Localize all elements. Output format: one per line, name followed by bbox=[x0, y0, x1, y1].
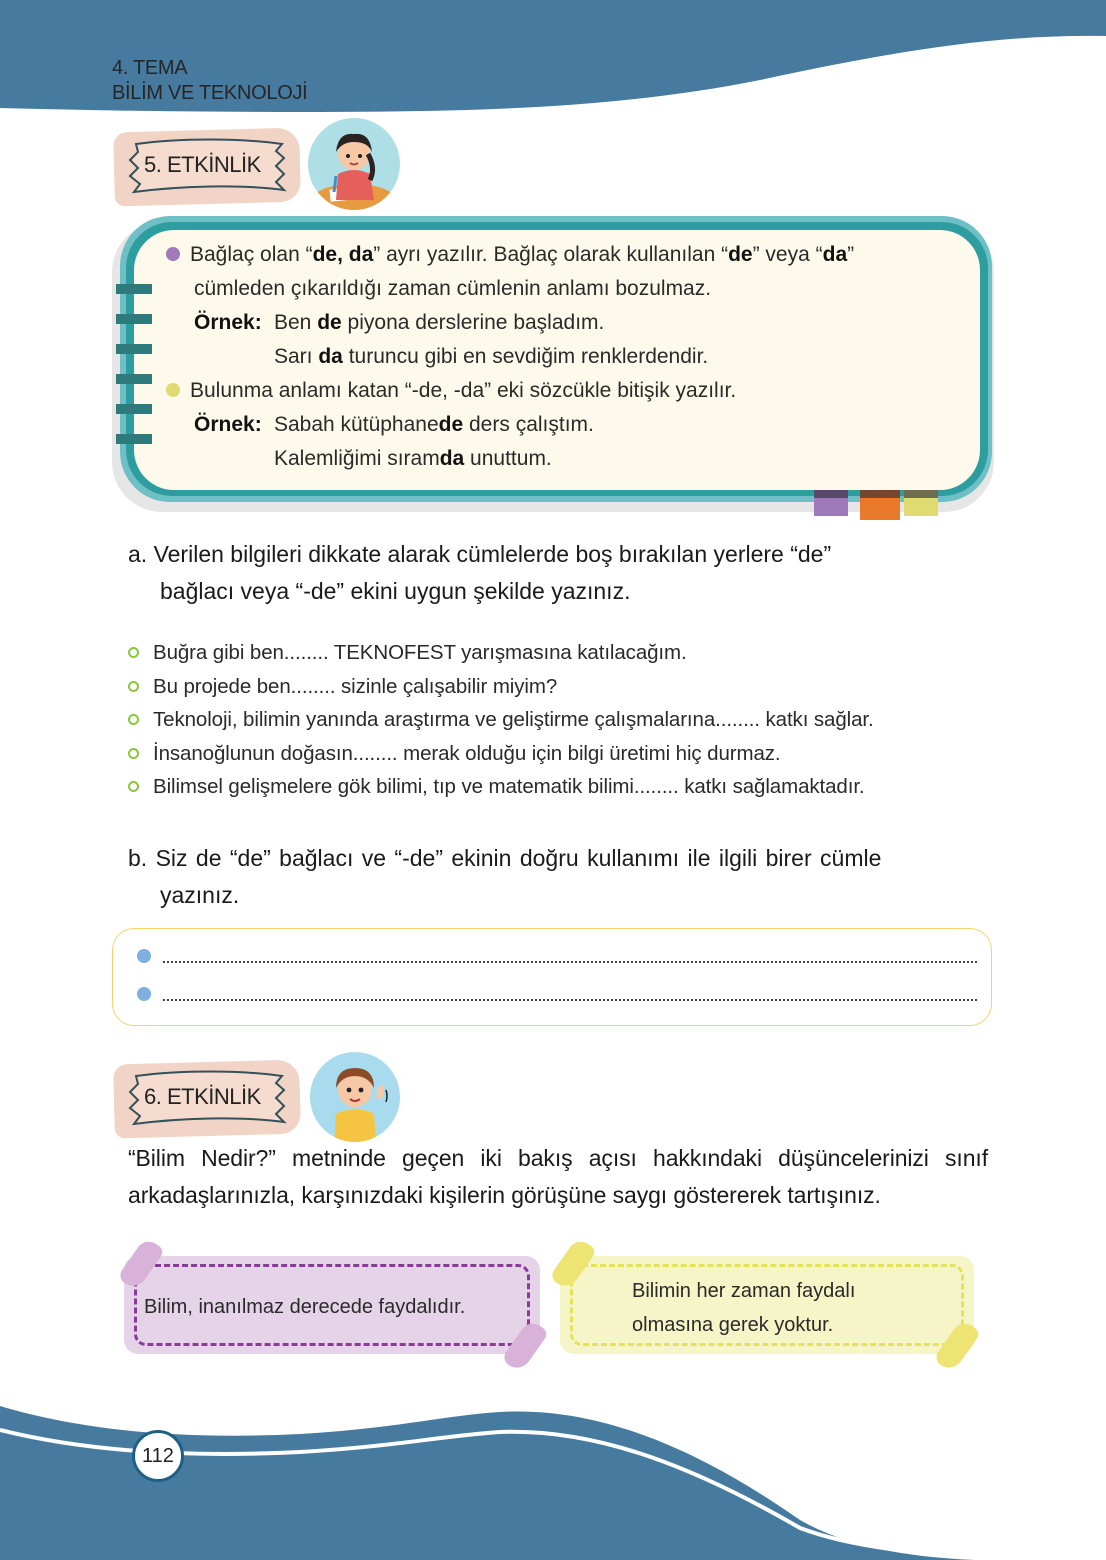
spiral-ring bbox=[116, 284, 152, 294]
spiral-ring bbox=[116, 314, 152, 324]
activity-5-badge bbox=[114, 130, 300, 204]
page-number: 112 bbox=[132, 1430, 184, 1482]
answer-line-2[interactable] bbox=[137, 991, 977, 1005]
purple-tab bbox=[814, 490, 848, 516]
question-b: b. Siz de “de” bağlacı ve “-de” ekinin doğru kullanımı ile ilgili birer cümle yazınız. bbox=[128, 845, 882, 908]
orange-tab bbox=[860, 490, 900, 520]
spiral-ring bbox=[116, 374, 152, 384]
girl-writing-icon bbox=[308, 118, 400, 210]
example-1a: Örnek: Ben de piyona derslerine başladım. bbox=[194, 311, 605, 334]
example-1b: Sarı da turuncu gibi en sevdiğim renklerdendir. bbox=[274, 345, 709, 368]
answer-box bbox=[112, 928, 992, 1026]
theme-header bbox=[112, 56, 307, 106]
activity-5-label: 5. ETKİNLİK bbox=[144, 152, 261, 177]
ring-bullet-icon bbox=[128, 781, 139, 792]
ring-bullet-icon bbox=[128, 647, 139, 658]
blue-bullet-icon bbox=[137, 987, 151, 1001]
blue-bullet-icon bbox=[137, 949, 151, 963]
example-2a: Örnek: Sabah kütüphanede ders çalıştım. bbox=[194, 413, 594, 436]
activity-6-badge bbox=[114, 1062, 300, 1136]
list-item: İnsanoğlunun doğasın........ merak olduğu için bilgi üretimi hiç durmaz. bbox=[128, 737, 874, 771]
ring-bullet-icon bbox=[128, 748, 139, 759]
note-yellow-text: Bilimin her zaman faydalı olmasına gerek yoktur. bbox=[632, 1280, 856, 1336]
rule-2: Bulunma anlamı katan “-de, -da” eki sözcükle bitişik yazılır. bbox=[166, 374, 956, 408]
yellow-bullet-icon bbox=[166, 383, 180, 397]
purple-bullet-icon bbox=[166, 247, 180, 261]
spiral-ring bbox=[116, 434, 152, 444]
activity-6-label: 6. ETKİNLİK bbox=[144, 1084, 261, 1109]
ring-bullet-icon bbox=[128, 714, 139, 725]
example-2b: Kalemliğimi sıramda unuttum. bbox=[274, 447, 552, 470]
spiral-ring bbox=[116, 404, 152, 414]
list-item: Bilimsel gelişmelere gök bilimi, tıp ve matematik bilimi........ katkı sağlamaktadır. bbox=[128, 770, 874, 804]
opinion-note-yellow bbox=[560, 1256, 974, 1354]
answer-line-1[interactable] bbox=[137, 953, 977, 967]
rule-1: Bağlaç olan “de, da” ayrı yazılır. Bağlaç olarak kullanılan “de” veya “da” cümleden çıkarıldığı zaman cümlenin anlamı bozulmaz. Örnek: Ben de piyona derslerine başladım. Sarı da turuncu gibi en sevdiğim renklerdendir. Bulunma anlamı katan “-de, -da” eki sözcükle bitişik yazılır. Örnek: Sabah kütüphanede ders çalıştım. Kalemliğimi sıramda unuttum. bbox=[166, 238, 956, 476]
spiral-ring bbox=[116, 344, 152, 354]
activity-6-prompt: “Bilim Nedir?” metninde geçen iki bakış açısı hakkındaki düşüncelerinizi sınıf arkadaşlarınızla, karşınızdaki kişilerin görüşüne saygı göstererek tartışınız. bbox=[128, 1145, 988, 1208]
boy-thinking-icon bbox=[310, 1052, 400, 1142]
question-a: a. Verilen bilgileri dikkate alarak cümlelerde boş bırakılan yerlere “de” bağlacı veya “-de” ekini uygun şekilde yazınız. bbox=[128, 541, 832, 604]
list-item: Buğra gibi ben........ TEKNOFEST yarışmasına katılacağım. bbox=[128, 636, 874, 670]
ring-bullet-icon bbox=[128, 681, 139, 692]
theme-number: 4. TEMA bbox=[112, 57, 188, 79]
theme-title: BİLİM VE TEKNOLOJİ bbox=[112, 82, 308, 104]
yellow-tab bbox=[904, 490, 938, 516]
opinion-note-purple: Bilim, inanılmaz derecede faydalıdır. bbox=[124, 1256, 540, 1354]
list-item: Bu projede ben........ sizinle çalışabilir miyim? bbox=[128, 670, 874, 704]
fill-in-sentence-list bbox=[128, 636, 874, 804]
list-item: Teknoloji, bilimin yanında araştırma ve geliştirme çalışmalarına........ katkı sağlar. bbox=[128, 703, 874, 737]
